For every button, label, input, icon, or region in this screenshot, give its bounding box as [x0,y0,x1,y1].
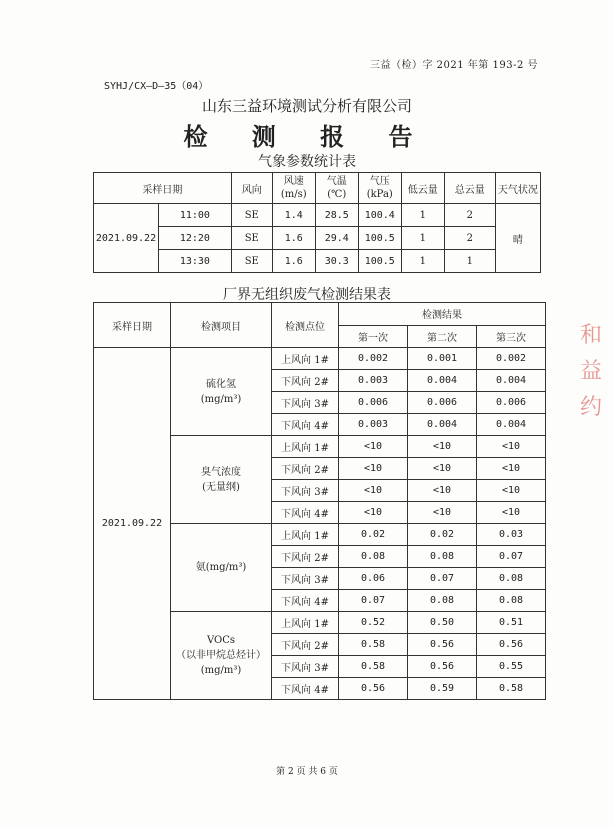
weather-table-title: 气象参数统计表 [258,154,356,170]
gas-point-cell: 下风向 4# [272,502,339,524]
gas-value-third: 0.006 [477,392,546,414]
gas-table-header-row [94,303,546,326]
gas-value-first: 0.003 [339,370,408,392]
gas-value-third: 0.004 [477,414,546,436]
gas-point-cell: 下风向 3# [272,392,339,414]
gas-item-cell [171,348,272,436]
gas-item-label-line: (无量纲) [202,481,240,493]
weather-low-cloud-cell: 1 [401,204,444,227]
gas-table-title: 厂界无组织废气检测结果表 [223,287,391,303]
gas-item-cell [171,524,272,612]
gas-point-cell: 下风向 2# [272,370,339,392]
gas-item-label-line: 臭气浓度 [201,466,241,478]
gas-value-second: 0.08 [408,546,477,568]
header-sampling-date: 采样日期 [94,303,171,348]
stamp-text: 和 益 约 [580,323,603,420]
weather-date-cell: 2021.09.22 [94,204,159,273]
gas-item-label-line: （以非甲烷总烃计） [176,650,266,661]
report-title: 检 测 报 告 [183,122,431,151]
gas-point-cell: 下风向 4# [272,414,339,436]
header-sampling-date: 采样日期 [94,173,232,204]
gas-value-first: 0.52 [339,612,408,634]
weather-temp-cell: 29.4 [315,227,358,250]
weather-condition-cell: 晴 [495,204,540,273]
gas-value-second: 0.56 [408,656,477,678]
gas-value-first: <10 [339,480,408,502]
gas-value-first: <10 [339,436,408,458]
gas-value-third: <10 [477,480,546,502]
weather-wind-speed-cell: 1.4 [272,204,315,227]
header-test-item: 检测项目 [171,303,272,348]
gas-item-label-line: (mg/m³) [200,393,242,405]
gas-table-body [94,348,546,700]
weather-row [94,250,541,273]
header-wind-direction: 风向 [231,173,272,204]
gas-value-first: 0.002 [339,348,408,370]
gas-results-table [93,302,546,700]
gas-value-third: 0.002 [477,348,546,370]
gas-item-label-line: 氨(mg/m³) [195,562,247,573]
gas-value-first: 0.58 [339,634,408,656]
header-third: 第三次 [477,325,546,348]
page-number: 第 2 页 共 6 页 [276,767,338,777]
gas-value-third: 0.08 [477,568,546,590]
gas-point-cell: 下风向 2# [272,546,339,568]
gas-value-third: <10 [477,436,546,458]
gas-value-first: 0.08 [339,546,408,568]
gas-value-first: 0.56 [339,678,408,700]
red-stamp-mark [580,318,604,428]
gas-point-cell: 上风向 1# [272,348,339,370]
weather-pressure-cell: 100.4 [358,204,401,227]
weather-time-cell: 12:20 [159,227,232,250]
weather-table-header-row [94,173,541,204]
gas-value-second: 0.59 [408,678,477,700]
weather-row [94,227,541,250]
gas-value-third: 0.55 [477,656,546,678]
gas-value-second: <10 [408,458,477,480]
gas-value-second: <10 [408,502,477,524]
gas-value-first: 0.07 [339,590,408,612]
gas-point-cell: 上风向 1# [272,524,339,546]
weather-wind-dir-cell: SE [231,250,272,273]
weather-pressure-cell: 100.5 [358,250,401,273]
weather-temp-cell: 28.5 [315,204,358,227]
weather-time-cell: 11:00 [159,204,232,227]
gas-value-second: 0.50 [408,612,477,634]
gas-value-first: <10 [339,458,408,480]
gas-value-third: 0.08 [477,590,546,612]
weather-low-cloud-cell: 1 [401,227,444,250]
gas-value-first: 0.06 [339,568,408,590]
gas-value-third: 0.56 [477,634,546,656]
gas-item-label-line: 硫化氢 [206,378,236,390]
weather-time-cell: 13:30 [159,250,232,273]
gas-value-second: 0.56 [408,634,477,656]
weather-table [93,172,541,273]
gas-point-cell: 上风向 1# [272,436,339,458]
gas-point-cell: 下风向 4# [272,590,339,612]
gas-item-cell [171,436,272,524]
weather-low-cloud-cell: 1 [401,250,444,273]
gas-value-second: 0.006 [408,392,477,414]
weather-wind-speed-cell: 1.6 [272,227,315,250]
gas-value-second: 0.004 [408,414,477,436]
header-low-cloud: 低云量 [401,173,444,204]
gas-value-third: 0.03 [477,524,546,546]
gas-value-third: 0.58 [477,678,546,700]
weather-wind-speed-cell: 1.6 [272,250,315,273]
gas-point-cell: 下风向 3# [272,656,339,678]
weather-total-cloud-cell: 2 [444,227,495,250]
gas-item-label-line: VOCs [206,635,236,646]
header-first: 第一次 [339,325,408,348]
gas-point-cell: 上风向 1# [272,612,339,634]
gas-value-second: 0.08 [408,590,477,612]
gas-point-cell: 下风向 3# [272,480,339,502]
header-weather: 天气状况 [495,173,540,204]
gas-item-label-line: (mg/m³) [200,665,242,676]
weather-total-cloud-cell: 1 [444,250,495,273]
gas-value-first: 0.006 [339,392,408,414]
gas-value-third: <10 [477,458,546,480]
gas-value-second: 0.004 [408,370,477,392]
gas-table-row [94,348,546,370]
gas-value-second: <10 [408,436,477,458]
header-pressure: 气压 (kPa) [358,173,401,204]
header-test-results: 检测结果 [339,303,546,326]
header-total-cloud: 总云量 [444,173,495,204]
gas-value-first: 0.02 [339,524,408,546]
document-code: SYHJ/CX—D—35（04） [104,81,209,92]
report-reference-number: 三益（检）字 2021 年第 193-2 号 [370,60,538,71]
gas-value-first: 0.58 [339,656,408,678]
gas-item-cell [171,612,272,700]
gas-value-second: <10 [408,480,477,502]
weather-row [94,204,541,227]
gas-value-second: 0.02 [408,524,477,546]
gas-value-third: <10 [477,502,546,524]
gas-value-third: 0.07 [477,546,546,568]
weather-total-cloud-cell: 2 [444,204,495,227]
gas-value-first: <10 [339,502,408,524]
gas-point-cell: 下风向 2# [272,634,339,656]
gas-value-first: 0.003 [339,414,408,436]
gas-date-cell: 2021.09.22 [94,348,171,700]
weather-wind-dir-cell: SE [231,227,272,250]
weather-pressure-cell: 100.5 [358,227,401,250]
gas-point-cell: 下风向 2# [272,458,339,480]
header-temperature: 气温 (℃) [315,173,358,204]
gas-point-cell: 下风向 4# [272,678,339,700]
gas-value-second: 0.07 [408,568,477,590]
header-second: 第二次 [408,325,477,348]
weather-temp-cell: 30.3 [315,250,358,273]
gas-value-third: 0.004 [477,370,546,392]
weather-wind-dir-cell: SE [231,204,272,227]
gas-value-second: 0.001 [408,348,477,370]
gas-value-third: 0.51 [477,612,546,634]
header-test-point: 检测点位 [272,303,339,348]
company-name: 山东三益环境测试分析有限公司 [201,97,412,115]
gas-point-cell: 下风向 3# [272,568,339,590]
header-wind-speed: 风速 (m/s) [272,173,315,204]
